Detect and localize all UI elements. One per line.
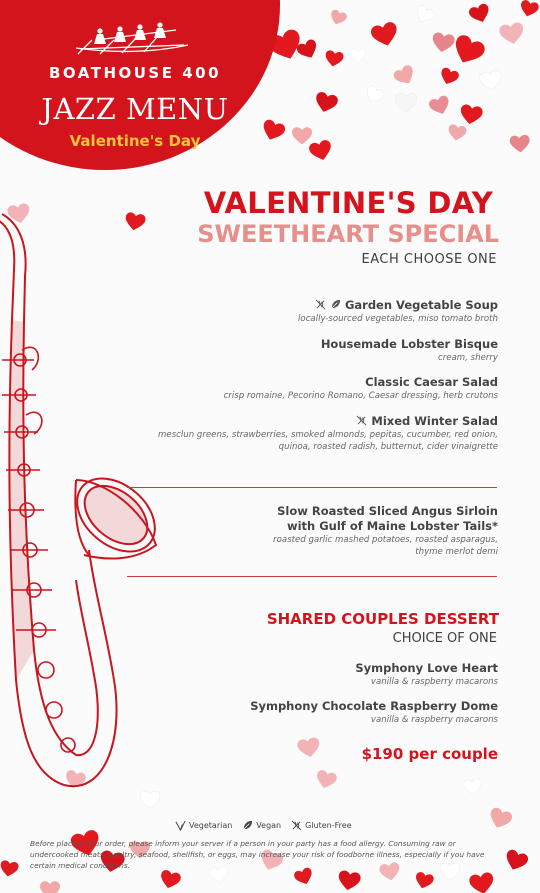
saxophone-illustration — [0, 210, 169, 800]
header — [0, 0, 270, 170]
heart-sprinkle — [395, 92, 417, 114]
special-title: VALENTINE'S DAY — [203, 186, 493, 220]
heart-sprinkle — [518, 0, 540, 20]
item-description: cream, sherry — [437, 353, 498, 363]
allergy-disclaimer: Before placing your order, please inform your server if a person in your party has a food allergy. Consuming raw or undercooked meats, poultry, seafood, shellfish, or eggs, may increase your risk of foodborne illness, especially if you have certain medical conditions. — [30, 839, 485, 870]
menu-item — [298, 298, 498, 325]
price: $190 per couple — [361, 745, 498, 763]
item-description: mesclun greens, strawberries, smoked almonds, pepitas, cucumber, red onion, — [158, 430, 498, 440]
item-description: crisp romaine, Pecorino Romano, Caesar dressing, herb crutons — [223, 391, 498, 401]
item-description: roasted garlic mashed potatoes, roasted asparagus, — [273, 535, 498, 545]
item-description: locally-sourced vegetables, miso tomato broth — [298, 314, 498, 324]
item-name: with Gulf of Maine Lobster Tails* — [286, 519, 498, 533]
heart-sprinkle — [486, 805, 514, 833]
legend-vegetarian: Vegetarian — [189, 821, 233, 830]
heart-sprinkle — [324, 49, 345, 70]
heart-sprinkle — [509, 133, 531, 155]
heart-sprinkle — [498, 20, 526, 48]
menu-item — [158, 414, 498, 453]
item-name: Garden Vegetable Soup — [344, 298, 498, 312]
divider — [127, 487, 497, 488]
entree-item — [273, 504, 498, 558]
special-subtitle: SWEETHEART SPECIAL — [197, 220, 499, 248]
heart-sprinkle — [478, 68, 503, 93]
heart-sprinkle — [463, 777, 484, 798]
item-description: thyme merlot demi — [415, 547, 498, 557]
heart-sprinkle — [447, 123, 468, 144]
gluten-free-icon — [356, 415, 367, 426]
heart-sprinkle — [437, 65, 460, 88]
vegan-icon — [330, 299, 341, 310]
heart-sprinkle — [0, 859, 19, 880]
occasion-label: Valentine's Day — [69, 132, 201, 150]
item-name: Housemade Lobster Bisque — [320, 337, 498, 351]
heart-sprinkle — [413, 870, 435, 892]
dessert-title: SHARED COUPLES DESSERT — [266, 610, 499, 628]
dessert-item — [250, 699, 498, 726]
item-description: quinoa, roasted radish, butternut, cider vinaigrette — [278, 442, 498, 452]
heart-sprinkle — [313, 90, 340, 117]
menu-title: JAZZ MENU — [41, 92, 229, 126]
divider — [127, 576, 497, 577]
legend-gluten-free: Gluten-Free — [305, 821, 352, 830]
vegan-icon — [242, 820, 253, 831]
legend-vegan: Vegan — [256, 821, 282, 830]
gluten-free-icon — [291, 820, 302, 831]
heart-sprinkle — [314, 768, 338, 792]
heart-sprinkle — [391, 62, 418, 89]
heart-sprinkle — [468, 870, 496, 893]
heart-sprinkle — [350, 48, 366, 64]
heart-sprinkle — [502, 847, 530, 875]
item-name: Symphony Love Heart — [355, 661, 498, 675]
item-name: Slow Roasted Sliced Angus Sirloin — [277, 504, 498, 518]
heart-sprinkle — [427, 93, 453, 119]
heart-sprinkle — [308, 138, 335, 165]
heart-sprinkle — [328, 8, 349, 29]
heart-sprinkle — [369, 19, 401, 51]
heart-sprinkle — [296, 735, 321, 760]
menu-item — [224, 375, 498, 402]
rowing-boat-logo — [72, 20, 192, 56]
gluten-free-icon — [315, 299, 326, 310]
heart-sprinkle — [336, 868, 361, 893]
heart-sprinkle — [158, 868, 182, 892]
dietary-legend — [175, 820, 352, 831]
heart-sprinkle — [467, 1, 493, 27]
brand-name: BOATHOUSE 400 — [48, 64, 222, 82]
heart-sprinkle — [40, 880, 60, 893]
item-description: vanilla & raspberry macarons — [370, 715, 498, 725]
item-name: Mixed Winter Salad — [371, 414, 498, 428]
menu-item — [321, 337, 498, 364]
item-name: Symphony Chocolate Raspberry Dome — [250, 699, 498, 713]
item-description: vanilla & raspberry macarons — [370, 677, 498, 687]
dessert-item — [355, 661, 498, 688]
item-name: Classic Caesar Salad — [365, 375, 498, 389]
special-instruction: EACH CHOOSE ONE — [361, 252, 497, 267]
dessert-instruction: CHOICE OF ONE — [392, 631, 497, 646]
heart-sprinkle — [412, 3, 437, 28]
vegetarian-icon — [175, 820, 186, 831]
heart-sprinkle — [362, 83, 387, 108]
